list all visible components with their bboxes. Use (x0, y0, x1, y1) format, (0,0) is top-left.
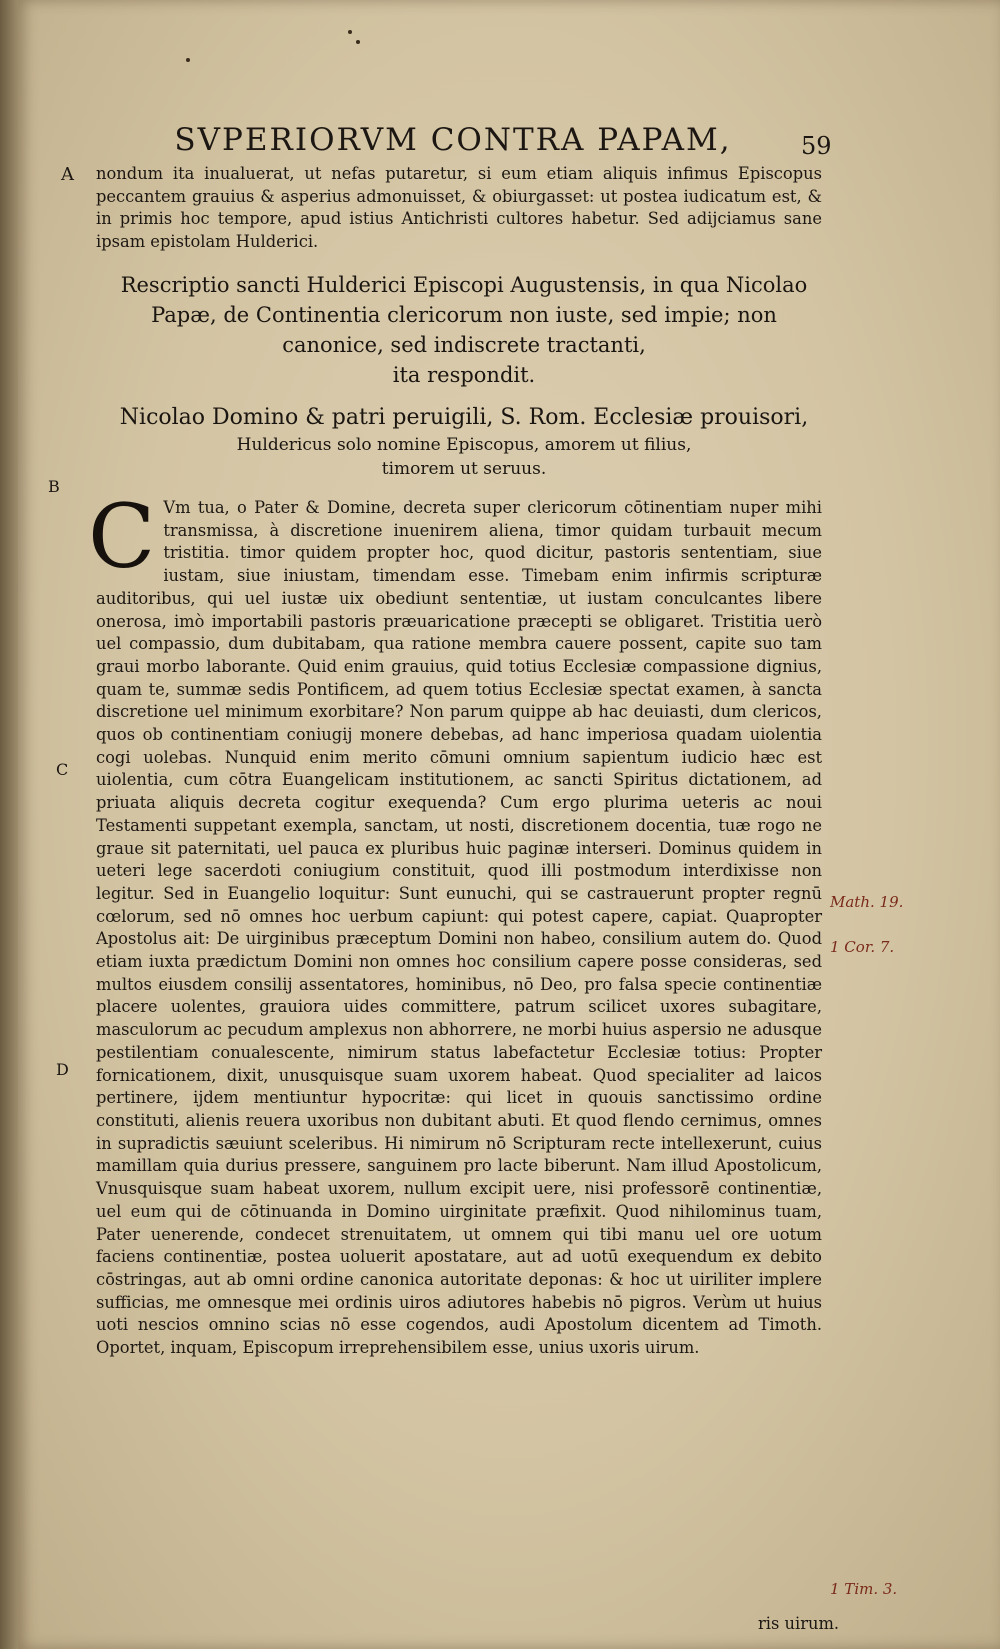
rubric-line-4: ita respondit. (392, 363, 536, 387)
rubric-line-2: Papæ, de Continentia clericorum non iuste, sed impie; non (151, 303, 777, 327)
salutation (104, 403, 824, 481)
salutation-line-2: Huldericus solo nomine Episcopus, amorem ut filius, (236, 435, 692, 455)
salutation-line-3: timorem ut seruus. (381, 459, 547, 479)
intro-paragraph (96, 163, 822, 254)
rubric-line-3: canonice, sed indiscrete tractanti, (282, 333, 646, 357)
drop-capital: C (88, 485, 156, 588)
ink-speck (186, 58, 190, 62)
book-gutter (0, 0, 18, 1649)
signature-mark-a: A (61, 164, 74, 185)
letter-body (88, 485, 822, 1360)
signature-mark-d: D (56, 1060, 69, 1079)
rubric-line-1: Rescriptio sancti Hulderici Episcopi Augustensis, in qua Nicolao (120, 273, 808, 297)
letter-rubric (104, 270, 824, 390)
running-title: SVPERIORVM CONTRA PAPAM, (174, 122, 732, 158)
marginal-note-matthew: Math. 19. (830, 893, 904, 911)
letter-text: Vm tua, o Pater & Domine, decreta super clericorum cōtinentiam nuper mihi transmissa, à discretione inuenirem aliena, timor quidam turbauit mecum tristitia. timor quidem propter hoc, quod dicitur, pastoris sententiam, siue iustam, siue iniustam, timendam esse. Timebam enim infirmis scripturæ auditoribus, qui uel iustæ uix obediunt sententiæ, ut iustam conculcantes libere onerosa, imò importabili pastoris præuaricatione præcepti se obligaret. Tristitia uerò uel compassio, dum dubitabam, qua ratione membra cauere possent, capite suo tam graui morbo laborante. Quid enim grauius, quid totius Ecclesiæ compassione dignius, quam te, summæ sedis Pontificem, ad quem totius Ecclesiæ spectat examen, à sancta discretione uel minimum exorbitare? Non parum quippe ab hac deuiasti, dum clericos, quos ob continentiam coniugij monere debebas, ad hanc imperiosa quadam uiolentia cogi uolebas. Nunquid enim merito cōmuni omnium sapientum iudicio hæc est uiolentia, cum cōtra Euangelicam institutionem, ac sancti Spiritus dictationem, ad priuata aliquis decreta cogitur exequenda? Cum ergo plurima ueteris ac noui Testamenti suppetant exempla, sanctam, ut nosti, discretionem docentia, tuæ rogo ne graue sit paternitati, uel pauca ex pluribus huic paginæ interseri. Dominus quidem in ueteri lege sacerdoti coniugium constituit, quod illi postmodum interdixisse non legitur. Sed in Euangelio loquitur: Sunt eunuchi, qui se castrauerunt propter regnū cœlorum, sed nō omnes hoc uerbum capiunt: qui potest capere, capiat. Quapropter Apostolus ait: De uirginibus præceptum Domini non habeo, consilium autem do. Quod etiam iuxta prædictum Domini non omnes hoc consilium capere posse consideras, sed multos eiusdem consilij assentatores, hominibus, nō Deo, pro falsa specie continentiæ placere uolentes, grauiora uides committere, patrum scilicet uxores subagitare, masculorum ac pecudum amplexus non abhorrere, ne morbi huius aspersio ne adusque pestilentiam conualescente, nimirum status labefactetur Ecclesiæ totius: Propter fornicationem, dixit, unusquisque suam uxorem habeat. Quod specialiter ad laicos pertinere, ijdem mentiuntur hypocritæ: qui licet in quouis sanctissimo ordine constituti, alienis reuera uxoribus non dubitant abuti. Et quod flendo cernimus, omnes in supradictis sæuiunt sceleribus. Hi nimirum nō Scripturam recte intellexerunt, cuius mamillam quia durius pressere, sanguinem pro lacte biberunt. Nam illud Apostolicum, Vnusquisque suam habeat uxorem, nullum excipit uere, nisi professorē continentiæ, uel eum qui de cōtinuanda in Domino uirginitate præfixit. Quod nihilominus tuam, Pater uenerende, condecet strenuitatem, ut omnem qui tibi manu uel ore uotum faciens continentiæ, postea uoluerit apostatare, aut ad uotū exequendum ex debito cōstringas, aut ab omni ordine canonica autoritate deponas: & hoc ut uiriliter implere sufficias, me omnesque mei ordinis uiros adiutores habebis nō pigros. Verùm ut huius uoti nescios omnino scias nō esse cogendos, audi Apostolum dicentem ad Timoth. Oportet, inquam, Episcopum irreprehensibilem esse, unius uxoris uirum. (96, 498, 822, 1358)
marginal-note-corinthians: 1 Cor. 7. (830, 938, 895, 956)
salutation-line-1: Nicolao Domino & patri peruigili, S. Rom. Ecclesiæ prouisori, (119, 405, 809, 430)
catchword: ris uirum. (758, 1614, 840, 1633)
ink-speck (348, 30, 352, 34)
signature-mark-b: B (48, 477, 60, 496)
folio-number: 59 (801, 132, 832, 160)
book-page (18, 0, 1000, 1649)
ink-speck (356, 40, 360, 44)
intro-text: nondum ita inualuerat, ut nefas putaretur, si eum etiam aliquis infimus Episcopus peccantem grauius & asperius admonuisset, & obiurgasset: ut postea iudicatum est, & in primis hoc tempore, apud istius Antichristi cultores habetur. Sed adijciamus sane ipsam epistolam Hulderici. (96, 164, 822, 252)
marginal-note-timothy: 1 Tim. 3. (830, 1580, 898, 1598)
signature-mark-c: C (56, 760, 69, 779)
